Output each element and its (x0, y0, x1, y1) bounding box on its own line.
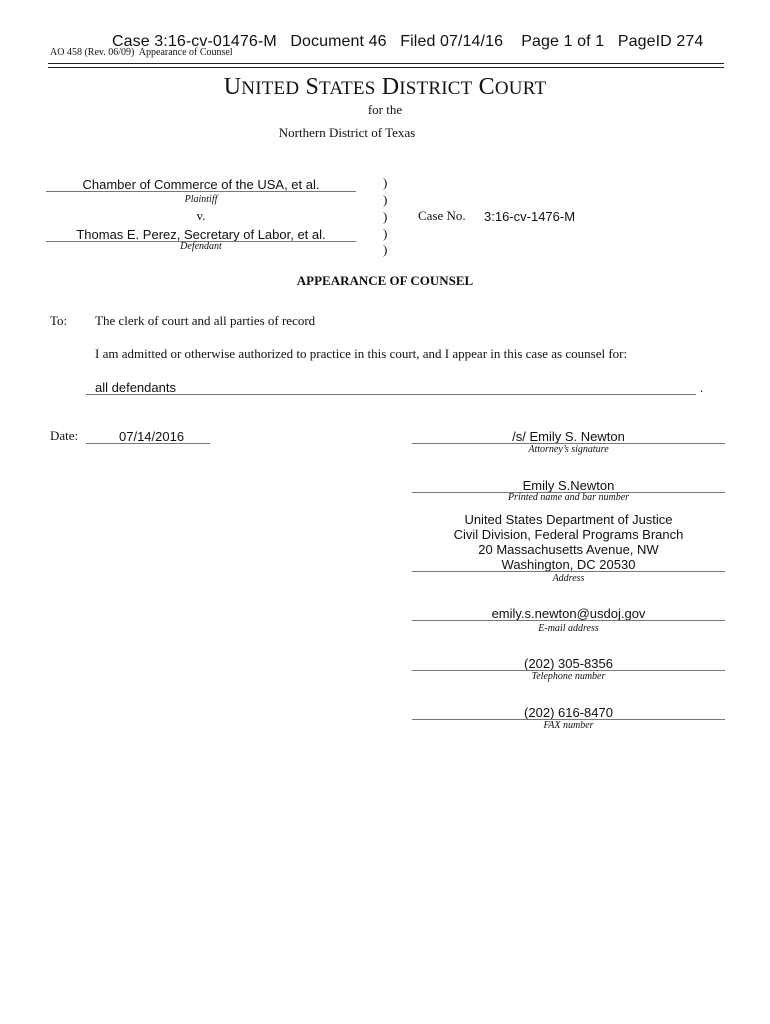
counsel-for-underline (86, 394, 696, 395)
filing-stamp: Case 3:16-cv-01476-M Document 46 Filed 07/14/16 Page 1 of 1 PageID 274 (112, 33, 704, 50)
defendant-name: Thomas E. Perez, Secretary of Labor, et al. (76, 227, 326, 242)
signature-caption: Attorney’s signature (528, 444, 609, 455)
court-title-istrict: ISTRICT (399, 78, 473, 99)
court-title (0, 74, 770, 101)
address-underline (412, 571, 725, 572)
date-underline (86, 443, 210, 444)
defendant-role: Defendant (180, 241, 222, 252)
plaintiff-underline (46, 191, 356, 192)
telephone-number: (202) 305-8356 (524, 656, 613, 671)
email-address: emily.s.newton@usdoj.gov (491, 606, 646, 621)
caption-paren: ) (383, 226, 388, 241)
for-the-text: for the (367, 102, 403, 117)
address-caption: Address (552, 573, 585, 584)
court-title-ourt: OURT (494, 78, 547, 99)
address-line: United States Department of Justice (464, 512, 673, 527)
court-title-u: U (223, 74, 242, 100)
email-underline (412, 620, 725, 621)
attorney-signature: /s/ Emily S. Newton (512, 429, 625, 444)
court-title-tates: TATES (319, 78, 376, 99)
fax-number: (202) 616-8470 (524, 705, 613, 720)
court-title-c: C (478, 74, 495, 100)
caption-paren: ) (383, 242, 388, 257)
counsel-for-period: . (700, 380, 704, 395)
form-identifier: AO 458 (Rev. 06/09) Appearance of Counsel (50, 47, 233, 58)
court-title-nited: NITED (241, 78, 300, 99)
header-rule-bottom (48, 67, 724, 68)
caption-paren: ) (383, 192, 388, 207)
court-title-s: S (305, 74, 320, 100)
address-line: Civil Division, Federal Programs Branch (453, 527, 684, 542)
address-line: Washington, DC 20530 (501, 557, 636, 572)
district-name: Northern District of Texas (278, 125, 416, 140)
counsel-for-party: all defendants (95, 380, 176, 395)
fax-caption: FAX number (543, 720, 594, 731)
caption-paren: ) (383, 175, 388, 190)
printed-name-caption: Printed name and bar number (507, 492, 630, 503)
header-rule-top (48, 63, 724, 64)
plaintiff-name: Chamber of Commerce of the USA, et al. (82, 177, 320, 192)
case-number-label: Case No. (418, 208, 466, 223)
court-title-d: D (381, 74, 400, 100)
email-caption: E-mail address (538, 623, 599, 634)
date-label: Date: (50, 428, 79, 443)
address-line: 20 Massachusetts Avenue, NW (478, 542, 659, 557)
to-label: To: (50, 313, 68, 328)
appearance-statement: I am admitted or otherwise authorized to practice in this court, and I appear in this case as counsel for: (95, 346, 628, 361)
document-heading: APPEARANCE OF COUNSEL (296, 273, 474, 288)
case-number: 3:16-cv-1476-M (484, 209, 576, 224)
date-value: 07/14/2016 (119, 429, 185, 444)
plaintiff-role: Plaintiff (184, 194, 218, 205)
printed-name: Emily S.Newton (522, 478, 615, 493)
telephone-caption: Telephone number (531, 671, 606, 682)
caption-paren: ) (383, 209, 388, 224)
versus-text: v. (196, 208, 206, 223)
to-recipients: The clerk of court and all parties of record (95, 313, 316, 328)
